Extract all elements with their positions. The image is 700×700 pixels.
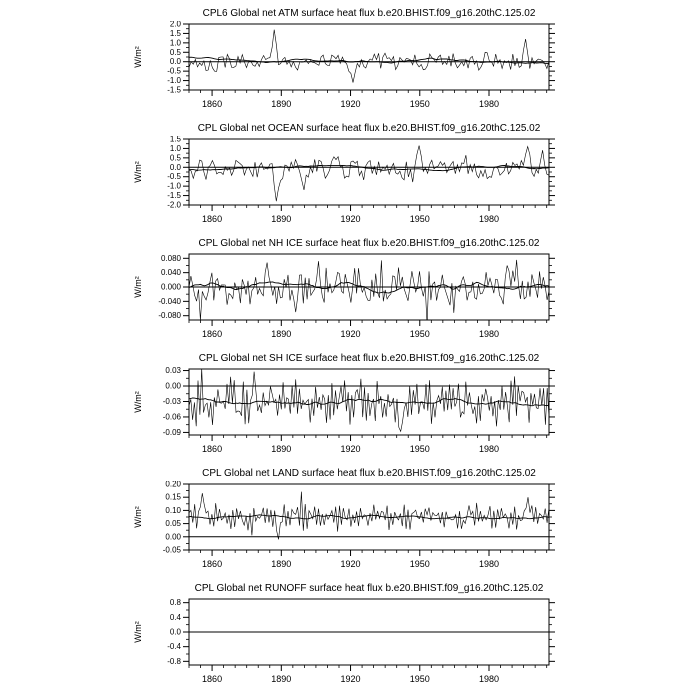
y-axis-label: W/m² <box>133 276 143 298</box>
panel-runoff-flux <box>105 581 585 692</box>
y-tick-label: -0.06 <box>162 412 181 422</box>
y-tick-label: -1.0 <box>167 76 181 86</box>
x-tick-label: 1890 <box>271 674 292 684</box>
x-tick-label: 1980 <box>478 214 500 224</box>
y-tick-label: 0.000 <box>160 282 181 292</box>
panel-title-runoff: CPL Global net RUNOFF surface heat flux b.e20.BHIST.f09_g16.20thC.125.02 <box>194 583 544 594</box>
series-net-flux <box>189 260 549 325</box>
y-tick-label: 0.05 <box>165 519 181 529</box>
y-tick-label: 0.8 <box>169 598 181 608</box>
y-tick-label: 0.040 <box>160 268 181 278</box>
x-tick-label: 1920 <box>340 214 361 224</box>
y-tick-label: 1.5 <box>169 136 181 144</box>
x-tick-label: 1920 <box>340 329 361 339</box>
y-axis-label: W/m² <box>133 506 143 528</box>
series-net-flux <box>189 30 549 83</box>
y-tick-label: 0.5 <box>169 47 181 57</box>
y-axis-label: W/m² <box>133 621 143 643</box>
x-tick-label: 1980 <box>478 99 500 109</box>
panel-title-land: CPL Global net LAND surface heat flux b.e20.BHIST.f09_g16.20thC.125.02 <box>202 468 536 479</box>
panel-title-nh-ice: CPL Global net NH ICE surface heat flux b.e20.BHIST.f09_g16.20thC.125.02 <box>198 238 540 249</box>
y-tick-label: 2.0 <box>169 21 181 29</box>
x-tick-label: 1860 <box>202 674 223 684</box>
y-tick-label: 0.10 <box>165 505 181 515</box>
y-tick-label: -0.05 <box>162 545 181 555</box>
x-tick-label: 1860 <box>202 444 223 454</box>
y-tick-label: 1.0 <box>169 38 181 48</box>
y-tick-label: 0.5 <box>169 153 181 163</box>
sh-ice-flux-chart <box>105 366 585 462</box>
x-tick-label: 1890 <box>271 329 292 339</box>
y-tick-label: -0.4 <box>167 642 181 652</box>
y-tick-label: -0.8 <box>167 656 181 666</box>
x-tick-label: 1890 <box>271 444 292 454</box>
plot-frame <box>189 139 549 205</box>
x-tick-label: 1980 <box>478 559 500 569</box>
x-tick-label: 1860 <box>202 559 223 569</box>
panel-ocean-flux <box>105 121 585 232</box>
y-axis-label: W/m² <box>133 46 143 68</box>
x-tick-label: 1860 <box>202 99 223 109</box>
runoff-flux-chart <box>105 596 585 692</box>
panel-sh-ice-flux <box>105 351 585 462</box>
y-tick-label: 0.20 <box>165 481 181 489</box>
ocean-flux-chart <box>105 136 585 232</box>
x-tick-label: 1920 <box>340 99 361 109</box>
y-axis <box>167 136 555 210</box>
x-tick-label: 1980 <box>478 329 500 339</box>
panel-atm-flux <box>105 6 585 117</box>
y-tick-label: 0.00 <box>165 381 181 391</box>
y-tick-label: -0.040 <box>158 296 181 306</box>
x-tick-label: 1860 <box>202 329 223 339</box>
y-tick-label: -2.0 <box>167 200 181 210</box>
x-tick-label: 1920 <box>340 444 361 454</box>
x-tick-label: 1860 <box>202 214 223 224</box>
x-tick-label: 1890 <box>271 99 292 109</box>
land-flux-chart <box>105 481 585 577</box>
panel-nh-ice-flux <box>105 236 585 347</box>
nh-ice-flux-chart <box>105 251 585 347</box>
y-tick-label: 0.00 <box>165 532 181 542</box>
panel-title-sh-ice: CPL Global net SH ICE surface heat flux b.e20.BHIST.f09_g16.20thC.125.02 <box>198 353 540 364</box>
x-tick-label: 1920 <box>340 674 361 684</box>
panel-land-flux <box>105 466 585 577</box>
y-tick-label: 0.080 <box>160 253 181 263</box>
y-tick-label: -1.0 <box>167 181 181 191</box>
x-axis <box>189 205 547 224</box>
y-tick-label: 1.0 <box>169 143 181 153</box>
x-tick-label: 1890 <box>271 214 292 224</box>
panel-title-ocean: CPL Global net OCEAN surface heat flux b.e20.BHIST.f09_g16.20thC.125.02 <box>197 123 541 134</box>
x-tick-label: 1950 <box>409 444 430 454</box>
y-tick-label: -0.09 <box>162 427 181 437</box>
panel-title-atm: CPL6 Global net ATM surface heat flux b.e20.BHIST.f09_g16.20thC.125.02 <box>202 8 536 19</box>
x-axis <box>189 90 547 109</box>
y-axis-label: W/m² <box>133 161 143 183</box>
x-tick-label: 1920 <box>340 559 361 569</box>
y-tick-label: 0.15 <box>165 492 181 502</box>
x-tick-label: 1950 <box>409 674 430 684</box>
x-tick-label: 1950 <box>409 99 430 109</box>
y-tick-label: 1.5 <box>169 28 181 38</box>
x-tick-label: 1890 <box>271 559 292 569</box>
x-axis <box>189 550 547 569</box>
y-tick-label: -0.03 <box>162 396 181 406</box>
y-tick-label: -1.5 <box>167 191 181 201</box>
y-tick-label: -0.5 <box>167 66 181 76</box>
y-tick-label: -0.080 <box>158 311 181 321</box>
y-tick-label: 0.0 <box>169 57 181 67</box>
x-tick-label: 1950 <box>409 214 430 224</box>
y-tick-label: 0.4 <box>169 612 181 622</box>
y-tick-label: 0.0 <box>169 627 181 637</box>
series-net-flux <box>189 146 549 202</box>
y-axis-label: W/m² <box>133 391 143 413</box>
x-axis <box>189 665 547 684</box>
atm-flux-chart <box>105 21 585 117</box>
y-axis <box>163 481 555 555</box>
plot-frame <box>189 484 549 550</box>
y-tick-label: 0.03 <box>165 366 181 376</box>
x-tick-label: 1950 <box>409 559 430 569</box>
y-tick-label: -0.5 <box>167 172 181 182</box>
x-axis <box>189 320 547 339</box>
y-tick-label: -1.5 <box>167 85 181 95</box>
x-tick-label: 1950 <box>409 329 430 339</box>
x-axis <box>189 435 547 454</box>
y-tick-label: 0.0 <box>169 162 181 172</box>
x-tick-label: 1980 <box>478 674 500 684</box>
x-tick-label: 1980 <box>478 444 500 454</box>
